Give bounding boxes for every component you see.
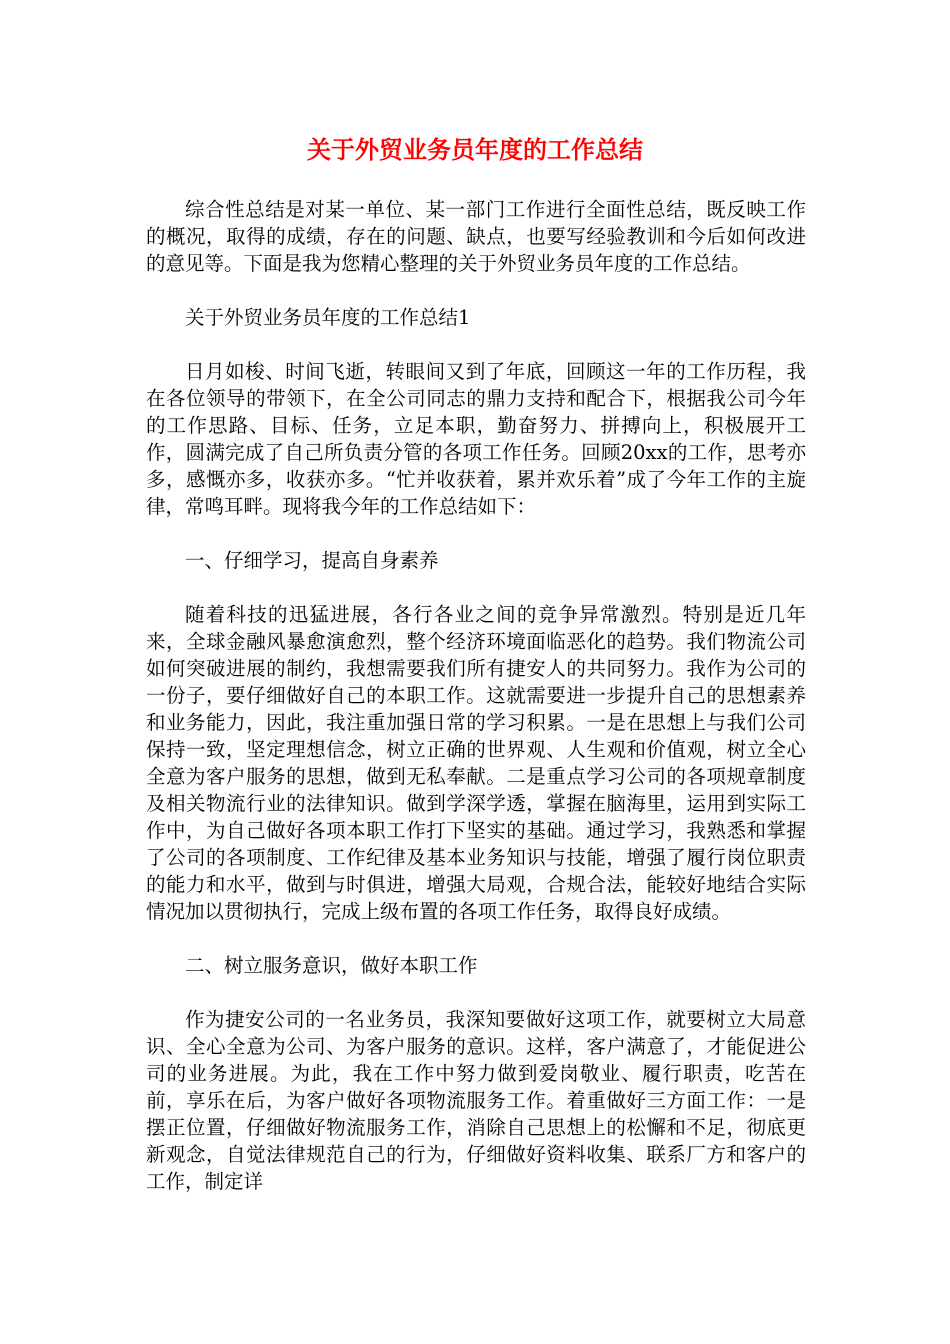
document-title: 关于外贸业务员年度的工作总结: [307, 136, 643, 164]
section-heading-learning: 一、仔细学习，提高自身素养: [185, 549, 439, 572]
intro-paragraph: 综合性总结是对某一单位、某一部门工作进行全面性总结，既反映工作的概况，取得的成绩，存在的问题、缺点，也要写经验教训和今后如何改进的意见等。下面是我为您精心整理的关于外贸业务员年度的工作总结。: [146, 198, 806, 275]
learning-paragraph: 随着科技的迅猛进展，各行各业之间的竞争异常激烈。特别是近几年来，全球金融风暴愈演愈烈，整个经济环境面临恶化的趋势。我们物流公司如何突破进展的制约，我想需要我们所有捷安人的共同努力。我作为公司的一份子，要仔细做好自己的本职工作。这就需要进一步提升自己的思想素养和业务能力，因此，我注重加强日常的学习积累。一是在思想上与我们公司保持一致，坚定理想信念，树立正确的世界观、人生观和价值观，树立全心全意为客户服务的思想，做到无私奉献。二是重点学习公司的各项规章制度及相关物流行业的法律知识。做到学深学透，掌握在脑海里，运用到实际工作中，为自己做好各项本职工作打下坚实的基础。通过学习，我熟悉和掌握了公司的各项制度、工作纪律及基本业务知识与技能，增强了履行岗位职责的能力和水平，做到与时俱进，增强大局观，合规合法，能较好地结合实际情况加以贯彻执行，完成上级布置的各项工作任务，取得良好成绩。: [146, 603, 806, 923]
document-body: [146, 196, 806, 1222]
service-paragraph: 作为捷安公司的一名业务员，我深知要做好这项工作，就要树立大局意识、全心全意为公司、为客户服务的意识。这样，客户满意了，才能促进公司的业务进展。为此，我在工作中努力做到爱岗敬业、履行职责，吃苦在前，享乐在后，为客户做好各项物流服务工作。着重做好三方面工作：一是摆正位置，仔细做好物流服务工作，消除自己思想上的松懈和不足，彻底更新观念，自觉法律规范自己的行为，仔细做好资料收集、联系厂方和客户的工作，制定详: [146, 1008, 806, 1193]
section-heading-service: 二、树立服务意识，做好本职工作: [185, 954, 478, 977]
opening-paragraph: 日月如梭、时间飞逝，转眼间又到了年底，回顾这一年的工作历程，我在各位领导的带领下，在全公司同志的鼎力支持和配合下，根据我公司今年的工作思路、目标、任务，立足本职，勤奋努力、拼搏向上，积极展开工作，圆满完成了自己所负责分管的各项工作任务。回顾20xx的工作，思考亦多，感慨亦多，收获亦多。“忙并收获着，累并欢乐着”成了今年工作的主旋律，常鸣耳畔。现将我今年的工作总结如下：: [146, 360, 806, 518]
section-heading-summary-1: 关于外贸业务员年度的工作总结1: [185, 306, 471, 329]
